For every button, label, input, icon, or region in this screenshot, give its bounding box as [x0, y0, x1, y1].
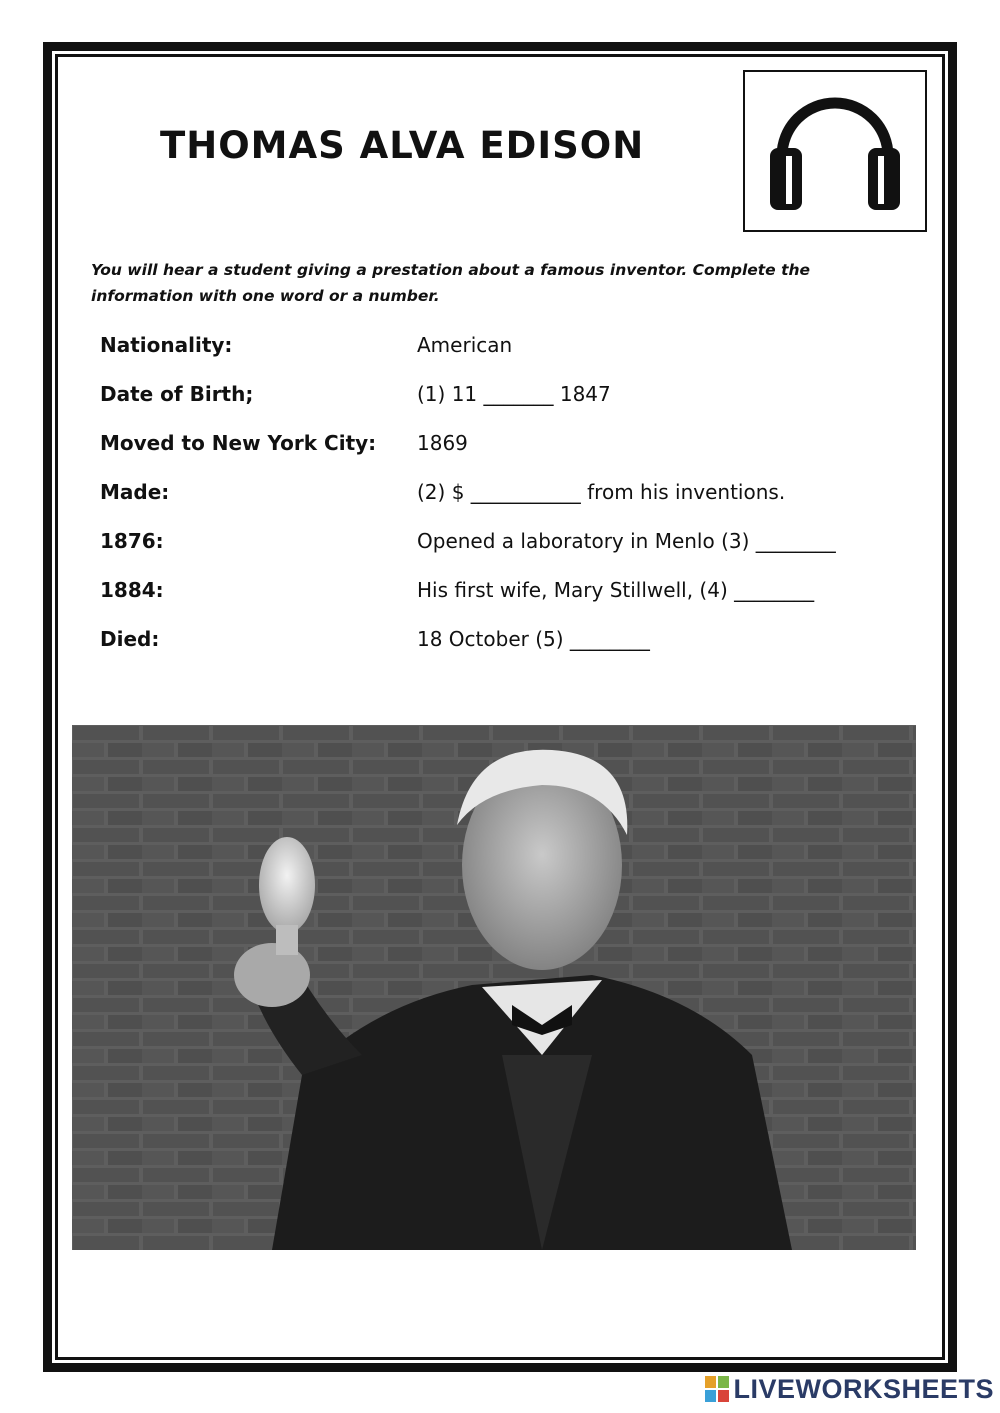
info-row-date-of-birth — [100, 382, 920, 431]
liveworksheets-logo-icon — [705, 1376, 729, 1402]
info-table — [100, 333, 920, 676]
row-label: Died: — [100, 627, 160, 651]
info-row-died — [100, 627, 920, 676]
answer-blank-4[interactable]: His first wife, Mary Stillwell, (4) ________ — [417, 578, 815, 602]
row-value: American — [417, 333, 513, 357]
row-label: Date of Birth; — [100, 382, 254, 406]
answer-blank-5[interactable]: 18 October (5) ________ — [417, 627, 650, 651]
info-row-nationality — [100, 333, 920, 382]
answer-blank-1[interactable]: (1) 11 _______ 1847 — [417, 382, 611, 406]
info-row-1884 — [100, 578, 920, 627]
answer-blank-2[interactable]: (2) $ ___________ from his inventions. — [417, 480, 786, 504]
info-row-made — [100, 480, 920, 529]
instructions-text: You will hear a student giving a prestation about a famous inventor. Complete the information with one word or a number. — [91, 261, 811, 305]
row-value: 1869 — [417, 431, 468, 455]
row-label: Nationality: — [100, 333, 233, 357]
page-title: THOMAS ALVA EDISON — [160, 124, 645, 167]
headphones-icon — [760, 86, 910, 216]
info-row-moved — [100, 431, 920, 480]
liveworksheets-brand[interactable] — [705, 1372, 994, 1406]
row-label: 1876: — [100, 529, 164, 553]
info-row-1876 — [100, 529, 920, 578]
row-label: Made: — [100, 480, 170, 504]
photo-image — [72, 725, 916, 1250]
edison-portrait-photo — [72, 725, 916, 1250]
brand-text: LIVEWORKSHEETS — [733, 1373, 994, 1404]
audio-player-button[interactable] — [743, 70, 927, 232]
answer-blank-3[interactable]: Opened a laboratory in Menlo (3) ________ — [417, 529, 836, 553]
row-label: Moved to New York City: — [100, 431, 377, 455]
row-label: 1884: — [100, 578, 164, 602]
